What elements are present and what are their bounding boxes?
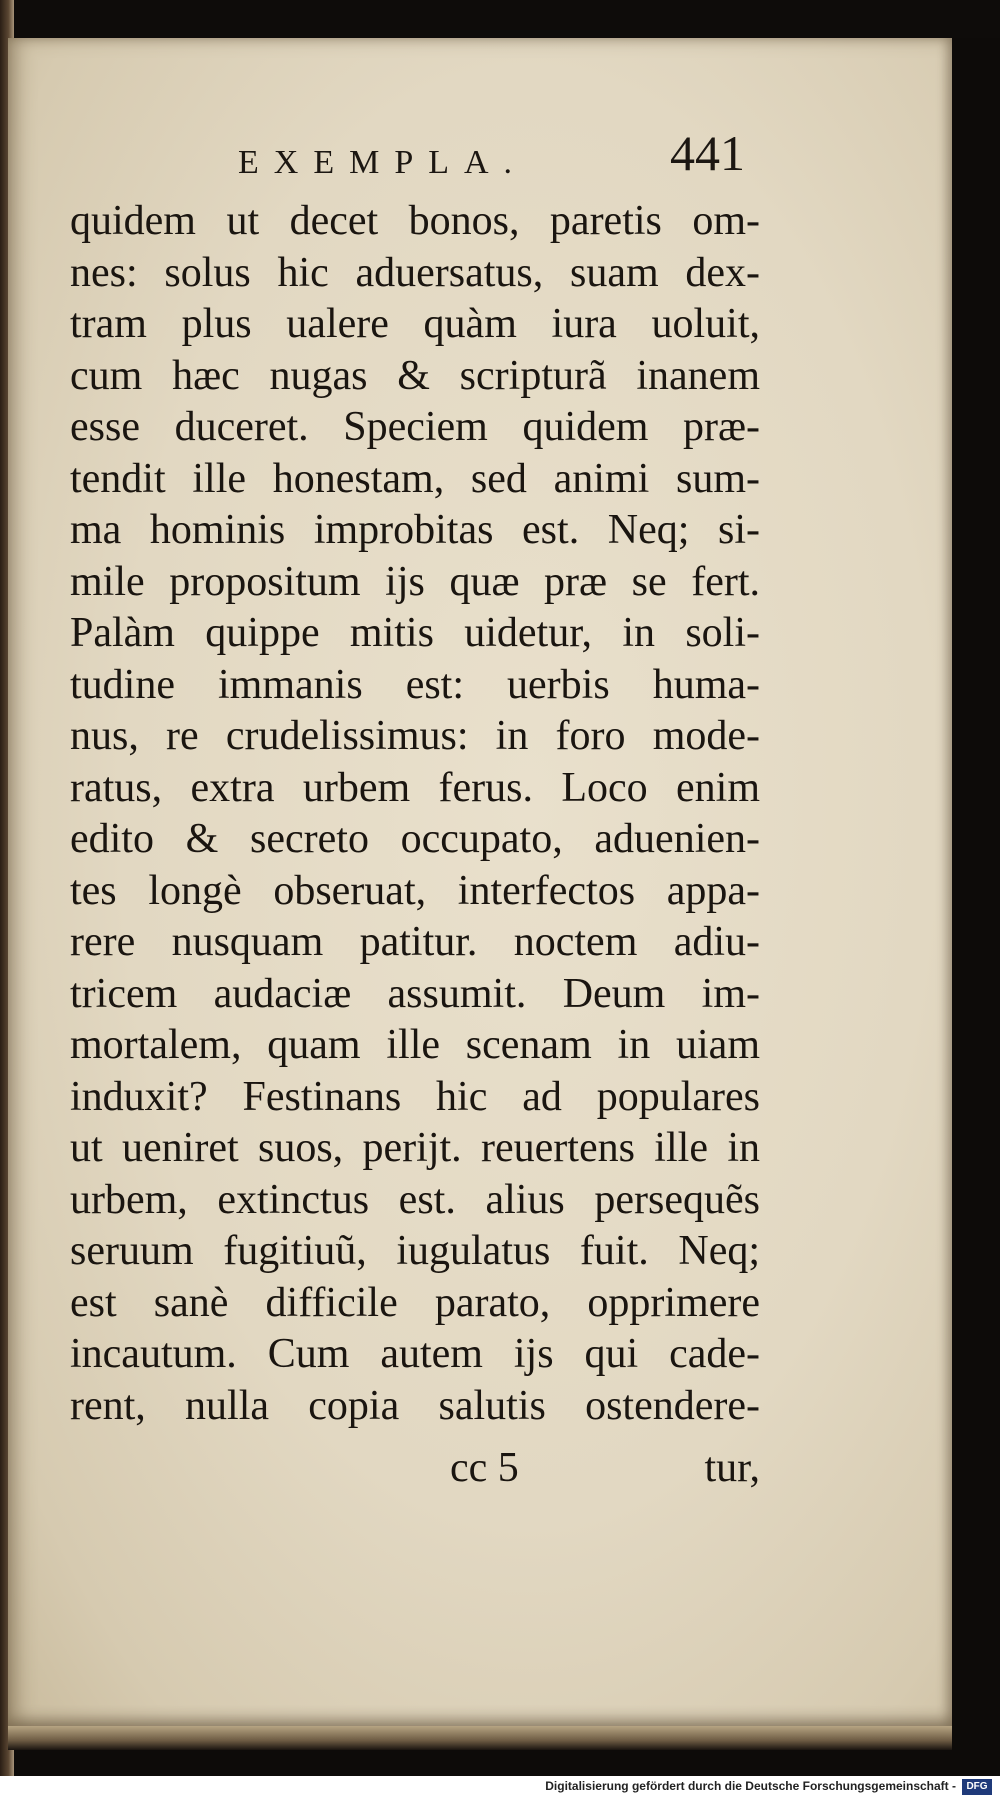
text-line: ma hominis improbitas est. Neq; si- <box>70 507 760 553</box>
funding-credit: Digitalisierung gefördert durch die Deutsche Forschungsgemeinschaft - <box>545 1779 956 1793</box>
text-line: ut ueniret suos, perijt. reuertens ille in <box>70 1125 760 1171</box>
text-line: incautum. Cum autem ijs qui cade- <box>70 1331 760 1377</box>
running-head: EXEMPLA. <box>238 144 528 181</box>
text-line: est sanè difficile parato, opprimere <box>70 1279 760 1326</box>
text-line: mile propositum ijs quæ præ se fert. <box>70 558 760 605</box>
text-line: edito & secreto occupato, aduenien- <box>70 816 760 862</box>
page-footer-marks <box>70 1444 760 1496</box>
text-line: urbem, extinctus est. alius persequẽs <box>70 1176 760 1223</box>
page-bottom-edge <box>8 1726 952 1750</box>
text-line: tendit ille honestam, sed animi sum- <box>70 455 760 502</box>
text-line: tes longè obseruat, interfectos appa- <box>70 867 760 914</box>
text-line: esse duceret. Speciem quidem præ- <box>70 404 760 450</box>
text-line: rere nusquam patitur. noctem adiu- <box>70 919 760 965</box>
top-background <box>0 0 1000 38</box>
body-text <box>70 196 770 1432</box>
page-number: 441 <box>670 125 745 181</box>
text-line: nes: solus hic aduersatus, suam dex- <box>70 249 760 296</box>
text-line: tudine immanis est: uerbis huma- <box>70 661 760 708</box>
text-line: cum hæc nugas & scripturã inanem <box>70 352 760 399</box>
dfg-logo-icon: DFG <box>962 1779 992 1795</box>
text-line: quidem ut decet bonos, paretis om- <box>70 198 760 244</box>
text-line: mortalem, quam ille scenam in uiam <box>70 1022 760 1068</box>
page-header <box>70 98 920 181</box>
text-line: nus, re crudelissimus: in foro mode- <box>70 713 760 759</box>
text-line: ratus, extra urbem ferus. Loco enim <box>70 764 760 811</box>
text-line: rent, nulla copia salutis ostendere- <box>70 1382 760 1429</box>
text-line: seruum fugitiuũ, iugulatus fuit. Neq; <box>70 1228 760 1274</box>
text-line: tram plus ualere quàm iura uoluit, <box>70 301 760 347</box>
text-line: induxit? Festinans hic ad populares <box>70 1073 760 1120</box>
catchword: tur, <box>704 1445 760 1491</box>
text-line: tricem audaciæ assumit. Deum im- <box>70 970 760 1017</box>
signature-mark: cc 5 <box>450 1445 519 1491</box>
text-line: Palàm quippe mitis uidetur, in soli- <box>70 610 760 656</box>
